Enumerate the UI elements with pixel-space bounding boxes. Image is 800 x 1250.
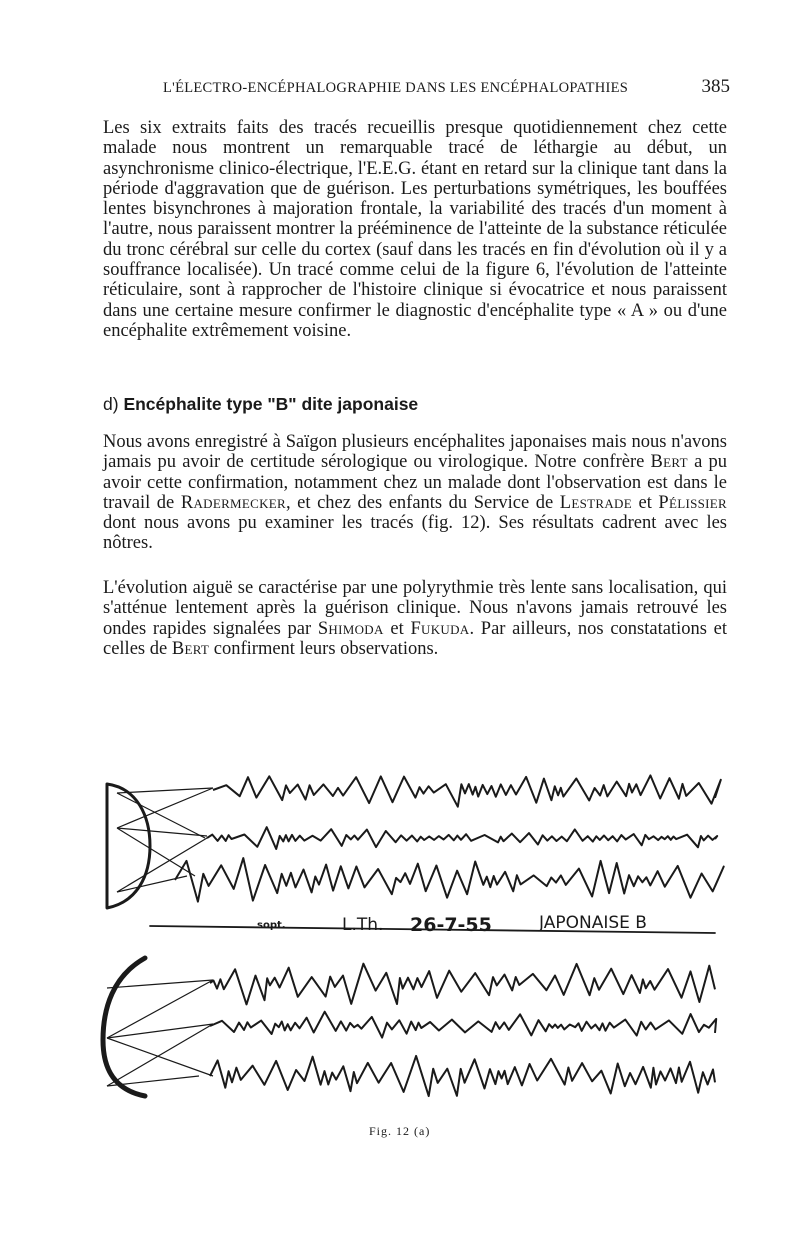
electrode-lead-line [107,1024,213,1038]
eeg-trace-3 [175,858,724,902]
annotation-initials: L.Th. [342,915,384,935]
running-title: L'ÉLECTRO-ENCÉPHALOGRAPHIE DANS LES ENCÉPHALOPATHIES [163,80,629,96]
section-heading [103,394,418,415]
eeg-trace-5 [210,1012,716,1038]
eeg-tracings [95,758,725,1120]
paragraph-3-text: et [383,618,411,639]
paragraph-3-text: . Par ailleurs, nos constatations et celles de [103,618,727,659]
paragraph-3-text: L'évolution aiguë se caractérise par une polyrythmie très lente sans localisation, qui s'atténue lentement après la guérison clinique. Nous n'avons jamais retrouvé les ondes rapides signalées par [103,578,727,639]
eeg-trace-6 [210,1056,715,1096]
paragraph-2-text: et [631,492,659,513]
paragraph-2-text: a pu avoir cette confirmation, notamment chez un malade dont l'observation est dans le travail de [103,452,727,513]
paragraph-2 [103,432,727,554]
annotation-label: JAPONAISE B [539,913,647,933]
electrode-lead-line [107,980,213,988]
section-letter: d) [103,394,119,414]
paragraph-2-text: dont nous avons pu examiner les tracés (fig. 12). Ses résultats cadrent avec les nôtres. [103,513,727,554]
author-name: Fukuda [410,618,470,639]
electrode-lead-line [107,1038,213,1076]
annotation-date: 26-7-55 [410,914,492,936]
eeg-figure [95,758,725,1120]
eeg-trace-1 [213,775,721,806]
paragraph-2-text: Nous avons enregistré à Saïgon plusieurs encéphalites japonaises mais nous n'avons jamais pu avoir de certitude sérologique ou virologique. Notre confrère [103,432,727,473]
electrode-lead-line [117,788,213,793]
paragraph-3-text: confirment leurs observations. [209,638,439,659]
electrode-lead-line [107,980,213,1038]
author-name: Pélissier [658,492,727,513]
figure-caption: Fig. 12 (a) [369,1124,431,1138]
paragraph-2-text: , et chez des enfants du Service de [286,492,560,513]
paragraph-3 [103,578,727,659]
page-header [105,76,730,100]
paragraph-1: Les six extraits faits des tracés recueillis presque quotidiennement chez cette malade nous montrent un remarquable tracé de léthargie au début, un asynchronisme clinico-électrique, l'E.E.G. étant en retard sur la clinique tant dans la période d'aggravation que de guérison. Les perturbations symétriques, les bouffées lentes bisynchrones à majoration frontale, la variabilité des tracés d'un moment à l'autre, nous paraissent montrer la prééminence de l'atteinte de la substance réticulée du tronc cérébral sur celle du cortex (sauf dans les tracés en fin d'évolution où il y a souffrance localisée). Un tracé comme celui de la figure 6, l'évolution de l'atteinte réticulaire, sont à rapprocher de l'histoire clinique si évocatrice et nous paraissent dans une certaine mesure confirmer le diagnostic d'encéphalite type « A » ou d'une encéphalite extrêmement voisine. [103,118,727,341]
annotation-mark: sopt. [257,920,286,931]
page-number: 385 [701,76,730,97]
author-name: Bert [650,452,688,473]
author-name: Bert [171,638,210,659]
eeg-trace-4 [210,964,715,1005]
eeg-trace-2 [207,827,717,849]
author-name: Shimoda [317,618,384,639]
electrode-lead-line [117,793,205,838]
section-title: Encéphalite type "B" dite japonaise [123,394,419,414]
head-diagram-2 [103,958,145,1096]
author-name: Radermecker [180,492,287,513]
author-name: Lestrade [559,492,632,513]
